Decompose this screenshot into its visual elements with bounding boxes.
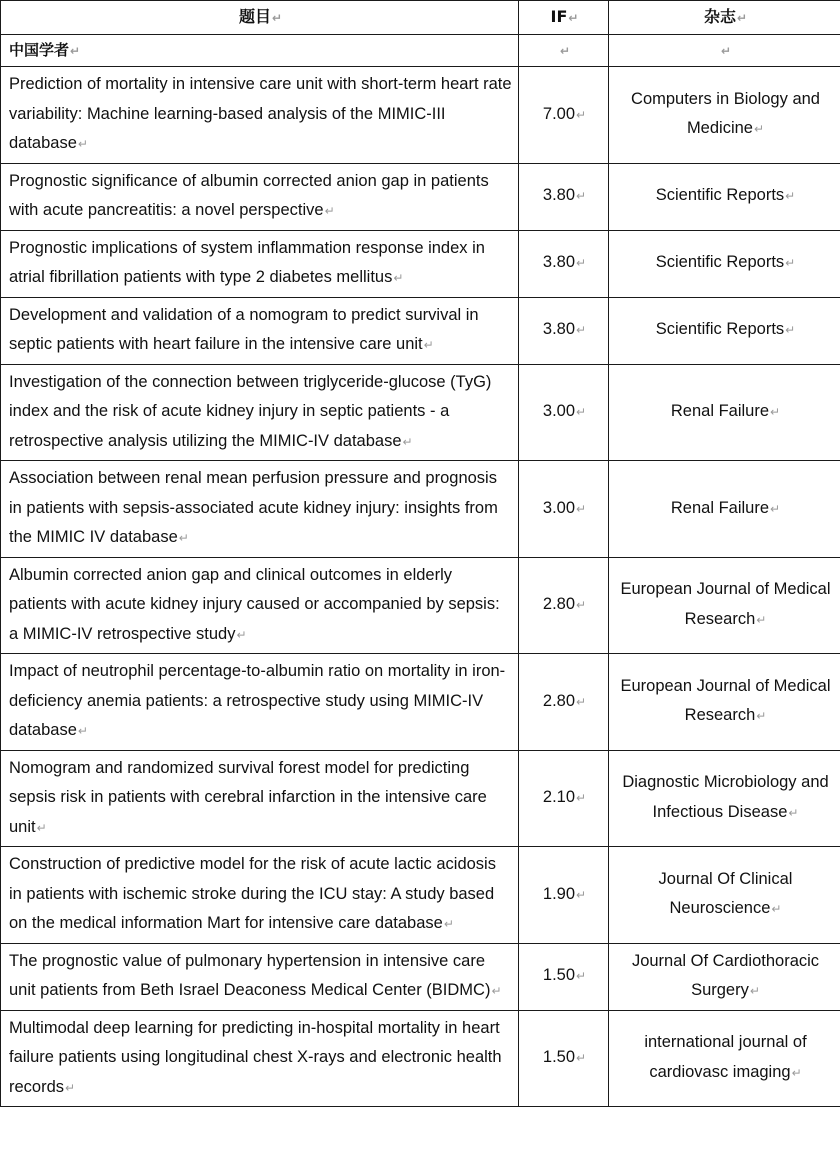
table-row [1, 943, 840, 1010]
impact-factor: 1.50 [542, 966, 576, 985]
impact-factor-cell: 3.00↵ [519, 461, 609, 558]
paper-title-cell: Multimodal deep learning for predicting in-hospital mortality in heart failure patients using longitudinal chest X-rays and electronic health records↵ [1, 1010, 519, 1107]
journal-name: Diagnostic Microbiology and Infectious Disease [622, 773, 829, 821]
group-row [1, 35, 840, 67]
impact-factor: 7.00 [542, 104, 576, 123]
journal-name-cell: Journal Of Cardiothoracic Surgery↵ [609, 943, 840, 1010]
journal-name-cell: Renal Failure↵ [609, 364, 840, 461]
impact-factor-cell: 1.50↵ [519, 1010, 609, 1107]
journal-name: Scientific Reports [655, 253, 785, 272]
journal-name: Computers in Biology and Medicine [631, 89, 820, 138]
impact-factor: 3.80 [542, 186, 576, 205]
paper-title-cell: Impact of neutrophil percentage-to-albumin ratio on mortality in iron-deficiency anemia patients: a retrospective study using MIMIC-IV database↵ [1, 654, 519, 751]
journal-name-cell: European Journal of Medical Research↵ [609, 654, 840, 751]
impact-factor: 2.80 [542, 595, 576, 613]
impact-factor-cell: 2.10↵ [519, 750, 609, 847]
paper-title-cell: Nomogram and randomized survival forest model for predicting sepsis risk in patients with cerebral infarction in the intensive care unit↵ [1, 750, 519, 847]
group-label: 中国学者↵ [1, 35, 519, 67]
paper-title-cell: Construction of predictive model for the risk of acute lactic acidosis in patients with ischemic stroke during the ICU stay: A study based on the medical information Mart for intensive care database↵ [1, 847, 519, 944]
table-row [1, 461, 840, 558]
table-row [1, 557, 840, 654]
header-title-text: 题目 [238, 7, 271, 26]
paper-title-cell: Prognostic significance of albumin corrected anion gap in patients with acute pancreatitis: a novel perspective↵ [1, 163, 519, 230]
paper-title-cell: Albumin corrected anion gap and clinical outcomes in elderly patients with acute kidney injury caused or accompanied by sepsis: a MIMIC-IV retrospective study↵ [1, 557, 519, 654]
impact-factor: 3.80 [542, 320, 576, 339]
header-if: IF↵ [519, 1, 609, 35]
header-if-text: IF [550, 7, 568, 26]
journal-name-cell: European Journal of Medical Research↵ [609, 557, 840, 654]
table-row [1, 364, 840, 461]
journal-name: Scientific Reports [655, 186, 785, 205]
paper-title-cell: Investigation of the connection between triglyceride-glucose (TyG) index and the risk of acute kidney injury in septic patients - a retrospective analysis utilizing the MIMIC-IV database↵ [1, 364, 519, 461]
impact-factor-cell: 3.00↵ [519, 364, 609, 461]
impact-factor-cell: 3.80↵ [519, 297, 609, 364]
journal-name: European Journal of Medical Research [620, 580, 831, 628]
impact-factor: 1.50 [542, 1048, 576, 1066]
journal-name-cell: Journal Of Clinical Neuroscience↵ [609, 847, 840, 944]
impact-factor-cell: 3.80↵ [519, 230, 609, 297]
paper-title: Construction of predictive model for the risk of acute lactic acidosis in patients with ischemic stroke during the ICU stay: A study based on the medical information Mart for intensive care database [9, 855, 496, 932]
table-row [1, 1010, 840, 1107]
journal-name-cell: Diagnostic Microbiology and Infectious Disease↵ [609, 750, 840, 847]
paper-title: Prognostic implications of system inflammation response index in atrial fibrillation patients with type 2 diabetes mellitus [9, 238, 485, 286]
paper-title: Nomogram and randomized survival forest model for predicting sepsis risk in patients with cerebral infarction in the intensive care unit [9, 758, 487, 836]
paper-title-cell: Prognostic implications of system inflammation response index in atrial fibrillation patients with type 2 diabetes mellitus↵ [1, 230, 519, 297]
impact-factor: 3.80 [542, 253, 576, 272]
journal-name-cell: international journal of cardiovasc imaging↵ [609, 1010, 840, 1107]
journal-name: European Journal of Medical Research [620, 676, 831, 725]
journal-name: Renal Failure [670, 402, 770, 420]
impact-factor: 3.00 [542, 498, 576, 517]
impact-factor: 3.00 [542, 402, 576, 420]
journal-name-cell: Scientific Reports↵ [609, 297, 840, 364]
paper-title: Impact of neutrophil percentage-to-albumin ratio on mortality in iron-deficiency anemia patients: a retrospective study using MIMIC-IV database [9, 662, 506, 739]
paper-title: Prognostic significance of albumin corrected anion gap in patients with acute pancreatitis: a novel perspective [9, 171, 489, 219]
impact-factor-cell: 1.50↵ [519, 943, 609, 1010]
paper-title: Albumin corrected anion gap and clinical outcomes in elderly patients with acute kidney injury caused or accompanied by sepsis: a MIMIC-IV retrospective study [9, 565, 500, 643]
table-row [1, 750, 840, 847]
paper-title-cell: The prognostic value of pulmonary hypertension in intensive care unit patients from Beth Israel Deaconess Medical Center (BIDMC)↵ [1, 943, 519, 1010]
impact-factor-cell: 7.00↵ [519, 67, 609, 164]
journal-name: international journal of cardiovasc imaging [644, 1033, 807, 1081]
table-row [1, 847, 840, 944]
group-empty-journal: ↵ [609, 35, 840, 67]
paper-title: The prognostic value of pulmonary hypertension in intensive care unit patients from Beth Israel Deaconess Medical Center (BIDMC) [9, 951, 491, 999]
group-empty-if: ↵ [519, 35, 609, 67]
paper-title: Development and validation of a nomogram to predict survival in septic patients with heart failure in the intensive care unit [9, 305, 479, 353]
paper-title: Investigation of the connection between triglyceride-glucose (TyG) index and the risk of acute kidney injury in septic patients - a retrospective analysis utilizing the MIMIC-IV database [9, 372, 492, 450]
header-row [1, 1, 840, 35]
impact-factor: 1.90 [542, 884, 576, 903]
paper-title-cell: Development and validation of a nomogram to predict survival in septic patients with heart failure in the intensive care unit↵ [1, 297, 519, 364]
journal-name: Journal Of Clinical Neuroscience [658, 869, 793, 918]
table-row [1, 297, 840, 364]
paper-title: Association between renal mean perfusion pressure and prognosis in patients with sepsis-associated acute kidney injury: insights from the MIMIC IV database [9, 469, 498, 546]
impact-factor-cell: 2.80↵ [519, 557, 609, 654]
impact-factor-cell: 1.90↵ [519, 847, 609, 944]
header-journal: 杂志↵ [609, 1, 840, 35]
journal-name-cell: Scientific Reports↵ [609, 230, 840, 297]
header-title: 题目↵ [1, 1, 519, 35]
header-journal-text: 杂志 [703, 7, 736, 26]
impact-factor: 2.80 [542, 691, 576, 710]
table-row [1, 654, 840, 751]
journal-name-cell: Scientific Reports↵ [609, 163, 840, 230]
table-row [1, 163, 840, 230]
journal-name-cell: Computers in Biology and Medicine↵ [609, 67, 840, 164]
table-row [1, 230, 840, 297]
journal-name: Scientific Reports [655, 320, 785, 339]
impact-factor: 2.10 [542, 788, 576, 806]
paper-title-cell: Prediction of mortality in intensive care unit with short-term heart rate variability: Machine learning-based analysis of the MIMIC-III database↵ [1, 67, 519, 164]
table-row [1, 67, 840, 164]
paper-title: Multimodal deep learning for predicting in-hospital mortality in heart failure patients using longitudinal chest X-rays and electronic health records [9, 1018, 502, 1096]
impact-factor-cell: 2.80↵ [519, 654, 609, 751]
journal-name: Journal Of Cardiothoracic Surgery [631, 951, 820, 999]
journal-name: Renal Failure [670, 498, 770, 517]
impact-factor-cell: 3.80↵ [519, 163, 609, 230]
group-label-text: 中国学者 [9, 41, 70, 59]
paper-title: Prediction of mortality in intensive care unit with short-term heart rate variability: Machine learning-based analysis of the MIMIC-III database [9, 75, 512, 152]
journal-name-cell: Renal Failure↵ [609, 461, 840, 558]
paper-title-cell: Association between renal mean perfusion pressure and prognosis in patients with sepsis-associated acute kidney injury: insights from the MIMIC IV database↵ [1, 461, 519, 558]
